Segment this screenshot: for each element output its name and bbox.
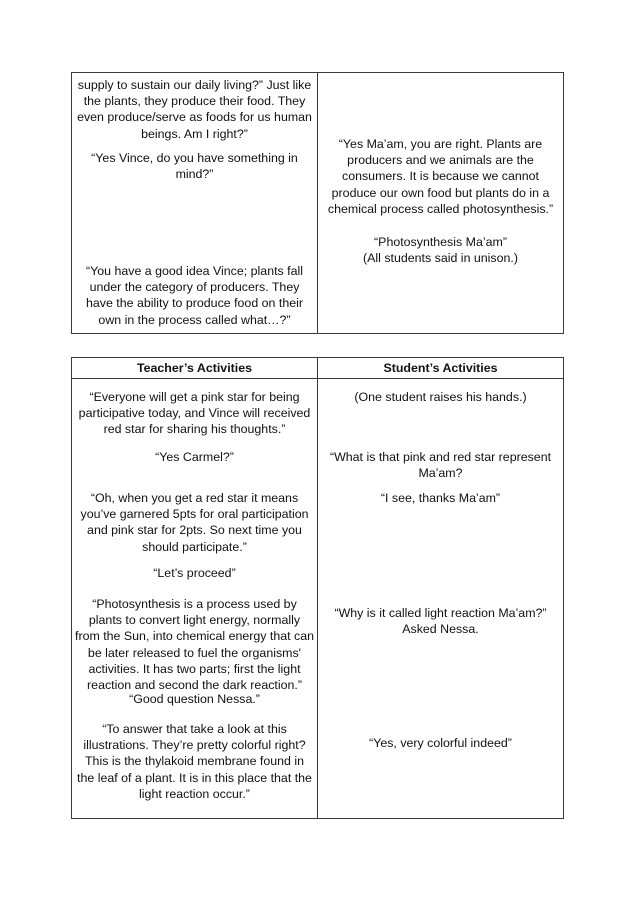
teacher-text: supply to sustain our daily living?” Just like the plants, they produce their food. They even produce/serve as foods for us human beings. Am I right?” [77, 78, 312, 141]
student-text: “What is that pink and red star represent Ma’am? [329, 450, 552, 481]
student-text: “I see, thanks Ma’am” [380, 491, 501, 505]
student-text: “Why is it called light reaction Ma’am?” Asked Nessa. [334, 606, 547, 637]
teacher-text: “Yes Vince, do you have something in mind?” [91, 151, 298, 182]
teacher-text: “To answer that take a look at this illustrations. They’re pretty colorful right? This is the thylakoid membrane found in the leaf of a plant. It is in this place that the light reaction occur.” [77, 722, 312, 801]
teacher-text: “Good question Nessa.” [129, 692, 260, 706]
teacher-column [72, 73, 318, 333]
header-teacher-activities: Teacher’s Activities [136, 361, 252, 375]
student-column [318, 379, 563, 818]
header-cell-teacher [72, 358, 318, 378]
teacher-text: “Let’s proceed” [153, 566, 236, 580]
student-text: “Photosynthesis Ma’am” (All students said in unison.) [363, 235, 518, 266]
teacher-text: “Photosynthesis is a process used by plants to convert light energy, normally from the Sun, into chemical energy that can be later released to fuel the organisms' activities. It has two parts; first the light reaction and second the dark reaction.” [75, 597, 314, 693]
teacher-text: “You have a good idea Vince; plants fall under the category of producers. They have the ability to produce food on their own in the process called what…?” [86, 264, 303, 327]
student-text: (One student raises his hands.) [354, 390, 527, 404]
header-cell-student [318, 358, 563, 378]
student-column [318, 73, 563, 333]
teacher-text: “Yes Carmel?” [155, 450, 234, 464]
activities-table [71, 357, 564, 819]
table-header-row [72, 358, 563, 379]
student-text: “Yes Ma’am, you are right. Plants are producers and we animals are the consumers. It is because we cannot produce our own food but plants do in a chemical process called photosynthesis.” [327, 137, 554, 216]
teacher-column [72, 379, 318, 818]
lesson-table-continued [71, 72, 564, 334]
header-student-activities: Student’s Activities [383, 361, 498, 375]
teacher-text: “Oh, when you get a red star it means you’ve garnered 5pts for oral participation and pink star for 2pts. So next time you should participate.” [80, 491, 309, 554]
student-text: “Yes, very colorful indeed” [369, 736, 512, 750]
teacher-text: “Everyone will get a pink star for being participative today, and Vince will received red star for sharing his thoughts.” [78, 390, 311, 437]
